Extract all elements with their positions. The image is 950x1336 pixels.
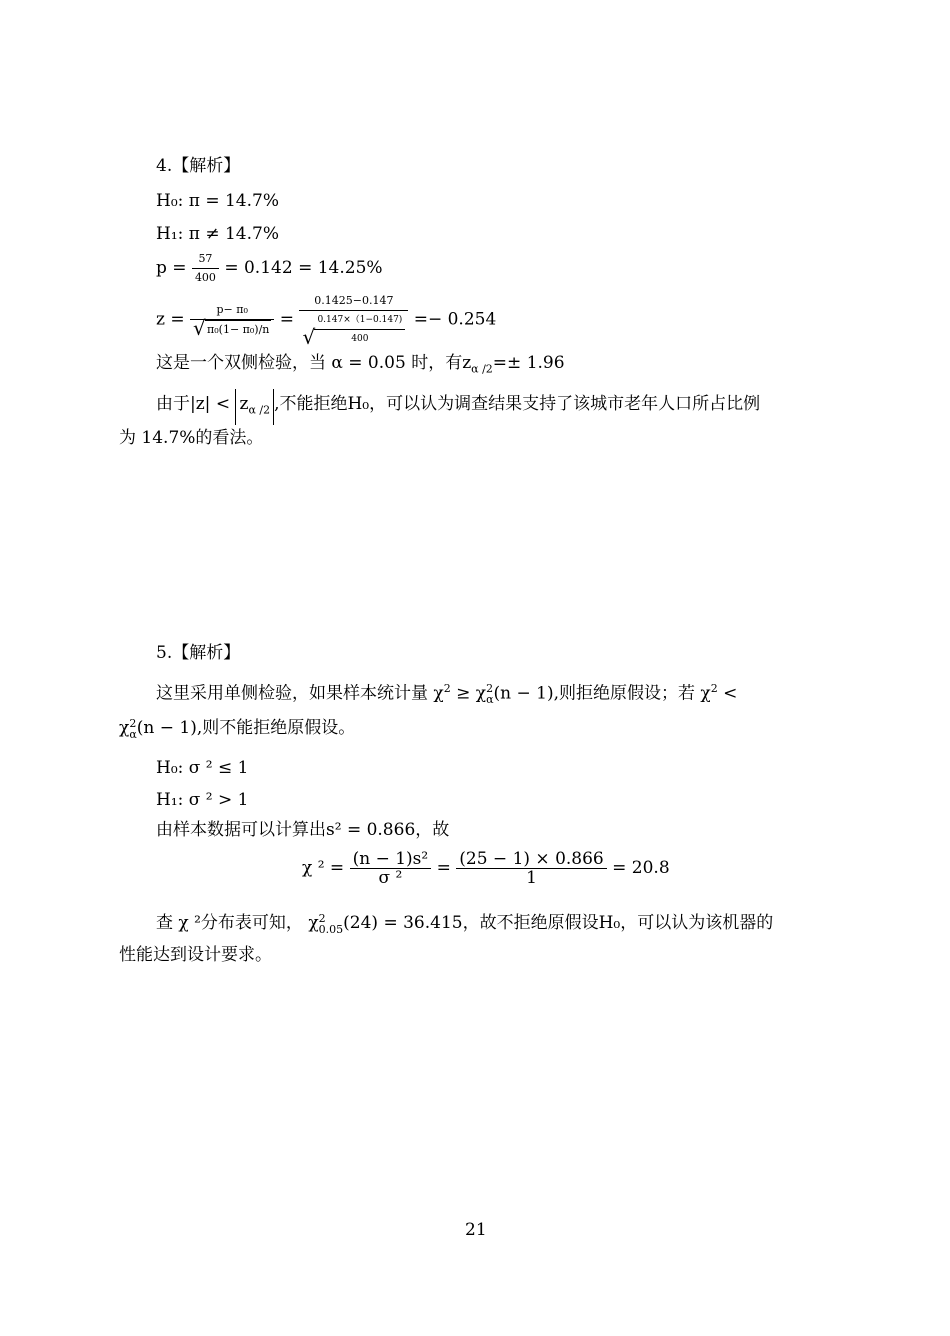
q5-intro-line-1: 这里采用单侧检验，如果样本统计量 $\chi^2 \ge \chi$ 2 α (n − 1),则拒绝原假设；若 $\chi^2$ <: [156, 682, 738, 707]
q5-chi-fraction-1: $\frac{\text{(n − 1)s²}}{\text{σ ²}}$: [350, 850, 432, 887]
q4-p-equation: [156, 250, 383, 287]
q4-z2-radical: [302, 311, 405, 348]
q4-z2-inner-denominator: 400: [314, 329, 405, 348]
q4-z-denominator: [190, 316, 274, 340]
q4-conclusion-line-1: 由于$|z| < z_{\alpha /2}$ ,不能拒绝H₀，可以认为调查结果支持了该城市老年人口所占比例: [156, 389, 760, 425]
q5-heading: 5.【解析】: [156, 643, 241, 663]
q5-chi-fraction-2: $\frac{(25 - 1) \times 0.866}{1}$: [456, 850, 606, 887]
q5-null-hypothesis: H₀: σ ² ≤ 1: [156, 758, 249, 778]
q4-p-rhs: = 0.142 = 14.25%: [224, 258, 383, 278]
q4-z2-numerator: 0.1425−0.147: [314, 294, 394, 307]
q4-z-result: =− 0.254: [413, 309, 497, 330]
q4-z2-fraction: [299, 292, 408, 348]
sqrt-icon: √: [193, 316, 206, 340]
q4-heading: 4.【解析】: [156, 156, 241, 176]
q4-alt-hypothesis: H₁: π ≠ 14.7%: [156, 224, 280, 244]
q4-z-equation: [156, 292, 496, 348]
q5-table-line-1: 查 χ ²分布表可知， χ 2 0.05 (24) = 36.415，故不拒绝原假设H₀，可以认为该机器的: [156, 911, 774, 936]
q4-p-fraction: [192, 250, 219, 287]
sqrt-icon: √: [302, 325, 316, 349]
q4-null-hypothesis: H₀: π = 14.7%: [156, 191, 280, 211]
q5-sample-line: 由样本数据可以计算出s² = 0.866，故: [156, 820, 450, 840]
q5-chi-equation: χ ² = $\frac{\text{(n − 1)s²}}{\text{σ ²}}$ = $\frac{(25 - 1) \times 0.866}{1}$ = 20.8: [302, 849, 670, 888]
q5-intro-line-2: χ 2 α (n − 1),则不能拒绝原假设。: [119, 716, 356, 741]
q4-abs-critical-value: $z_{\alpha /2}$: [235, 389, 274, 425]
q5-alt-hypothesis: H₁: σ ² > 1: [156, 790, 249, 810]
q4-z-numerator: p− π₀: [216, 303, 248, 316]
q4-z2-denominator: [299, 310, 408, 348]
q4-conclusion-line-2: 为 14.7%的看法。: [119, 428, 264, 448]
q4-z2-inner-numerator: 0.147×（1−0.147): [317, 315, 403, 325]
page-number: 21: [465, 1220, 487, 1240]
q4-z-fraction: [190, 301, 274, 339]
q4-p-denominator: 400: [192, 268, 219, 287]
q4-p-numerator: 57: [198, 252, 213, 265]
q4-z-radical: √ π₀(1− π₀)/n: [193, 316, 270, 340]
q5-table-line-2: 性能达到设计要求。: [119, 945, 272, 965]
q4-p-lhs: p =: [156, 258, 187, 278]
q4-z-lhs: z =: [156, 309, 185, 330]
q4-test-line: 这是一个双侧检验，当 α = 0.05 时，有$z_{\alpha /2}=\pm 1.96$: [156, 353, 565, 376]
q4-z-eq: =: [279, 309, 295, 330]
